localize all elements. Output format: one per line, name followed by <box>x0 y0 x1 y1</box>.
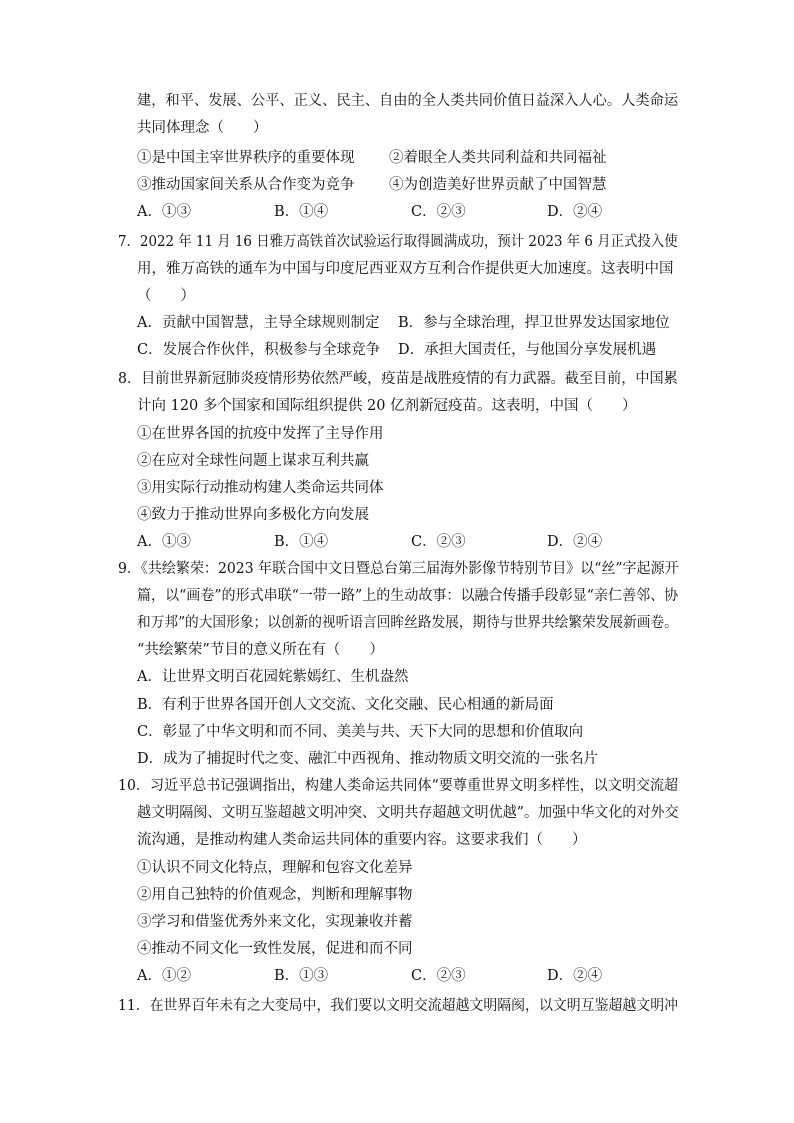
q7-stem-line2: 用，雅万高铁的通车为中国与印度尼西亚双方互利合作提供更大加速度。这表明中国 <box>137 261 674 277</box>
q6-option-b[interactable]: B．①④ <box>274 204 329 220</box>
q6-stem-line1: 建，和平、发展、公平、正义、民主、自由的全人类共同价值日益深入人心。人类命运 <box>137 93 679 109</box>
q8-option-c[interactable]: C．②③ <box>411 534 466 550</box>
q7-option-c[interactable]: C．发展合作伙伴，积极参与全球竞争 <box>137 342 381 358</box>
q10-statement-3: ③学习和借鉴优秀外来文化，实现兼收并蓄 <box>137 914 413 930</box>
q10-option-b[interactable]: B．①③ <box>274 968 329 984</box>
q9-stem-line1: 9．《共绘繁荣：2023 年联合国中文日暨总台第三届海外影像节特别节目》以“丝”字起源开 <box>118 561 679 577</box>
q8-statement-1: ①在世界各国的抗疫中发挥了主导作用 <box>137 426 384 442</box>
q10-option-c[interactable]: C．②③ <box>411 968 466 984</box>
q7-option-a[interactable]: A．贡献中国智慧，主导全球规则制定 <box>137 315 380 331</box>
q11-stem-line1: 11．在世界百年未有之大变局中，我们要以文明交流超越文明隔阂，以文明互鉴超越文明冲 <box>118 998 679 1014</box>
q10-stem-line1: 10．习近平总书记强调指出，构建人类命运共同体“要尊重世界文明多样性，以文明交流超 <box>118 778 679 794</box>
q6-statement-3: ③推动国家间关系从合作变为竞争 <box>137 177 355 193</box>
q10-statement-4: ④推动不同文化一致性发展，促进和而不同 <box>137 941 413 957</box>
q9-option-c[interactable]: C．彰显了中华文明和而不同、美美与共、天下大同的思想和价值取向 <box>137 724 584 740</box>
q8-statement-3: ③用实际行动推动构建人类命运共同体 <box>137 480 384 496</box>
q6-stem-line2: 共同体理念（ ） <box>137 120 268 136</box>
q9-stem-line4: “共绘繁荣”节目的意义所在有（ ） <box>137 642 384 658</box>
q9-option-b[interactable]: B．有利于世界各国开创人文交流、文化交融、民心相通的新局面 <box>137 697 554 713</box>
q6-option-a[interactable]: A．①③ <box>137 204 191 220</box>
q7-stem-line1: 7．2022 年 11 月 16 日雅万高铁首次试验运行取得圆满成功，预计 2023 年 6 月正式投入使 <box>118 234 678 250</box>
q6-statement-2: ②着眼全人类共同利益和共同福祉 <box>389 150 607 166</box>
q10-option-a[interactable]: A．①② <box>137 968 191 984</box>
q8-option-d[interactable]: D．②④ <box>547 534 603 550</box>
q9-option-d[interactable]: D．成为了捕捉时代之变、融汇中西视角、推动物质文明交流的一张名片 <box>137 751 599 767</box>
q10-stem-line3: 流沟通，是推动构建人类命运共同体的重要内容。这要求我们（ ） <box>137 832 587 848</box>
q10-stem-line2: 越文明隔阂、文明互鉴超越文明冲突、文明共存超越文明优越”。加强中华文化的对外交 <box>137 805 679 821</box>
q10-statement-2: ②用自己独特的价值观念，判断和理解事物 <box>137 887 413 903</box>
q9-option-a[interactable]: A．让世界文明百花园姹紫嫣红、生机盎然 <box>137 669 409 685</box>
q9-stem-line3: 和万邦”的大国形象；以创新的视听语言回眸丝路发展，期待与世界共绘繁荣发展新画卷。 <box>137 615 678 631</box>
q7-stem-line3: （ ） <box>137 288 195 304</box>
q6-statement-4: ④为创造美好世界贡献了中国智慧 <box>389 177 607 193</box>
q8-stem-line1: 8．目前世界新冠肺炎疫情形势依然严峻，疫苗是战胜疫情的有力武器。截至目前，中国累 <box>118 371 678 387</box>
q6-option-c[interactable]: C．②③ <box>411 204 466 220</box>
q6-option-d[interactable]: D．②④ <box>547 204 603 220</box>
q8-option-a[interactable]: A．①③ <box>137 534 191 550</box>
q7-option-b[interactable]: B．参与全球治理，捍卫世界发达国家地位 <box>398 315 670 331</box>
q7-option-d[interactable]: D．承担大国责任，与他国分享发展机遇 <box>398 342 657 358</box>
q8-statement-4: ④致力于推动世界向多极化方向发展 <box>137 507 369 523</box>
q10-statement-1: ①认识不同文化特点，理解和包容文化差异 <box>137 860 413 876</box>
q8-statement-2: ②在应对全球性问题上谋求互利共赢 <box>137 453 369 469</box>
q8-option-b[interactable]: B．①④ <box>274 534 329 550</box>
q10-option-d[interactable]: D．②④ <box>547 968 603 984</box>
q6-statement-1: ①是中国主宰世界秩序的重要体现 <box>137 150 355 166</box>
q8-stem-line2: 计向 120 多个国家和国际组织提供 20 亿剂新冠疫苗。这表明，中国（ ） <box>137 398 637 414</box>
q9-stem-line2: 篇，以“画卷”的形式串联“一带一路”上的生动故事：以融合传播手段彰显“亲仁善邻、协 <box>137 588 679 604</box>
